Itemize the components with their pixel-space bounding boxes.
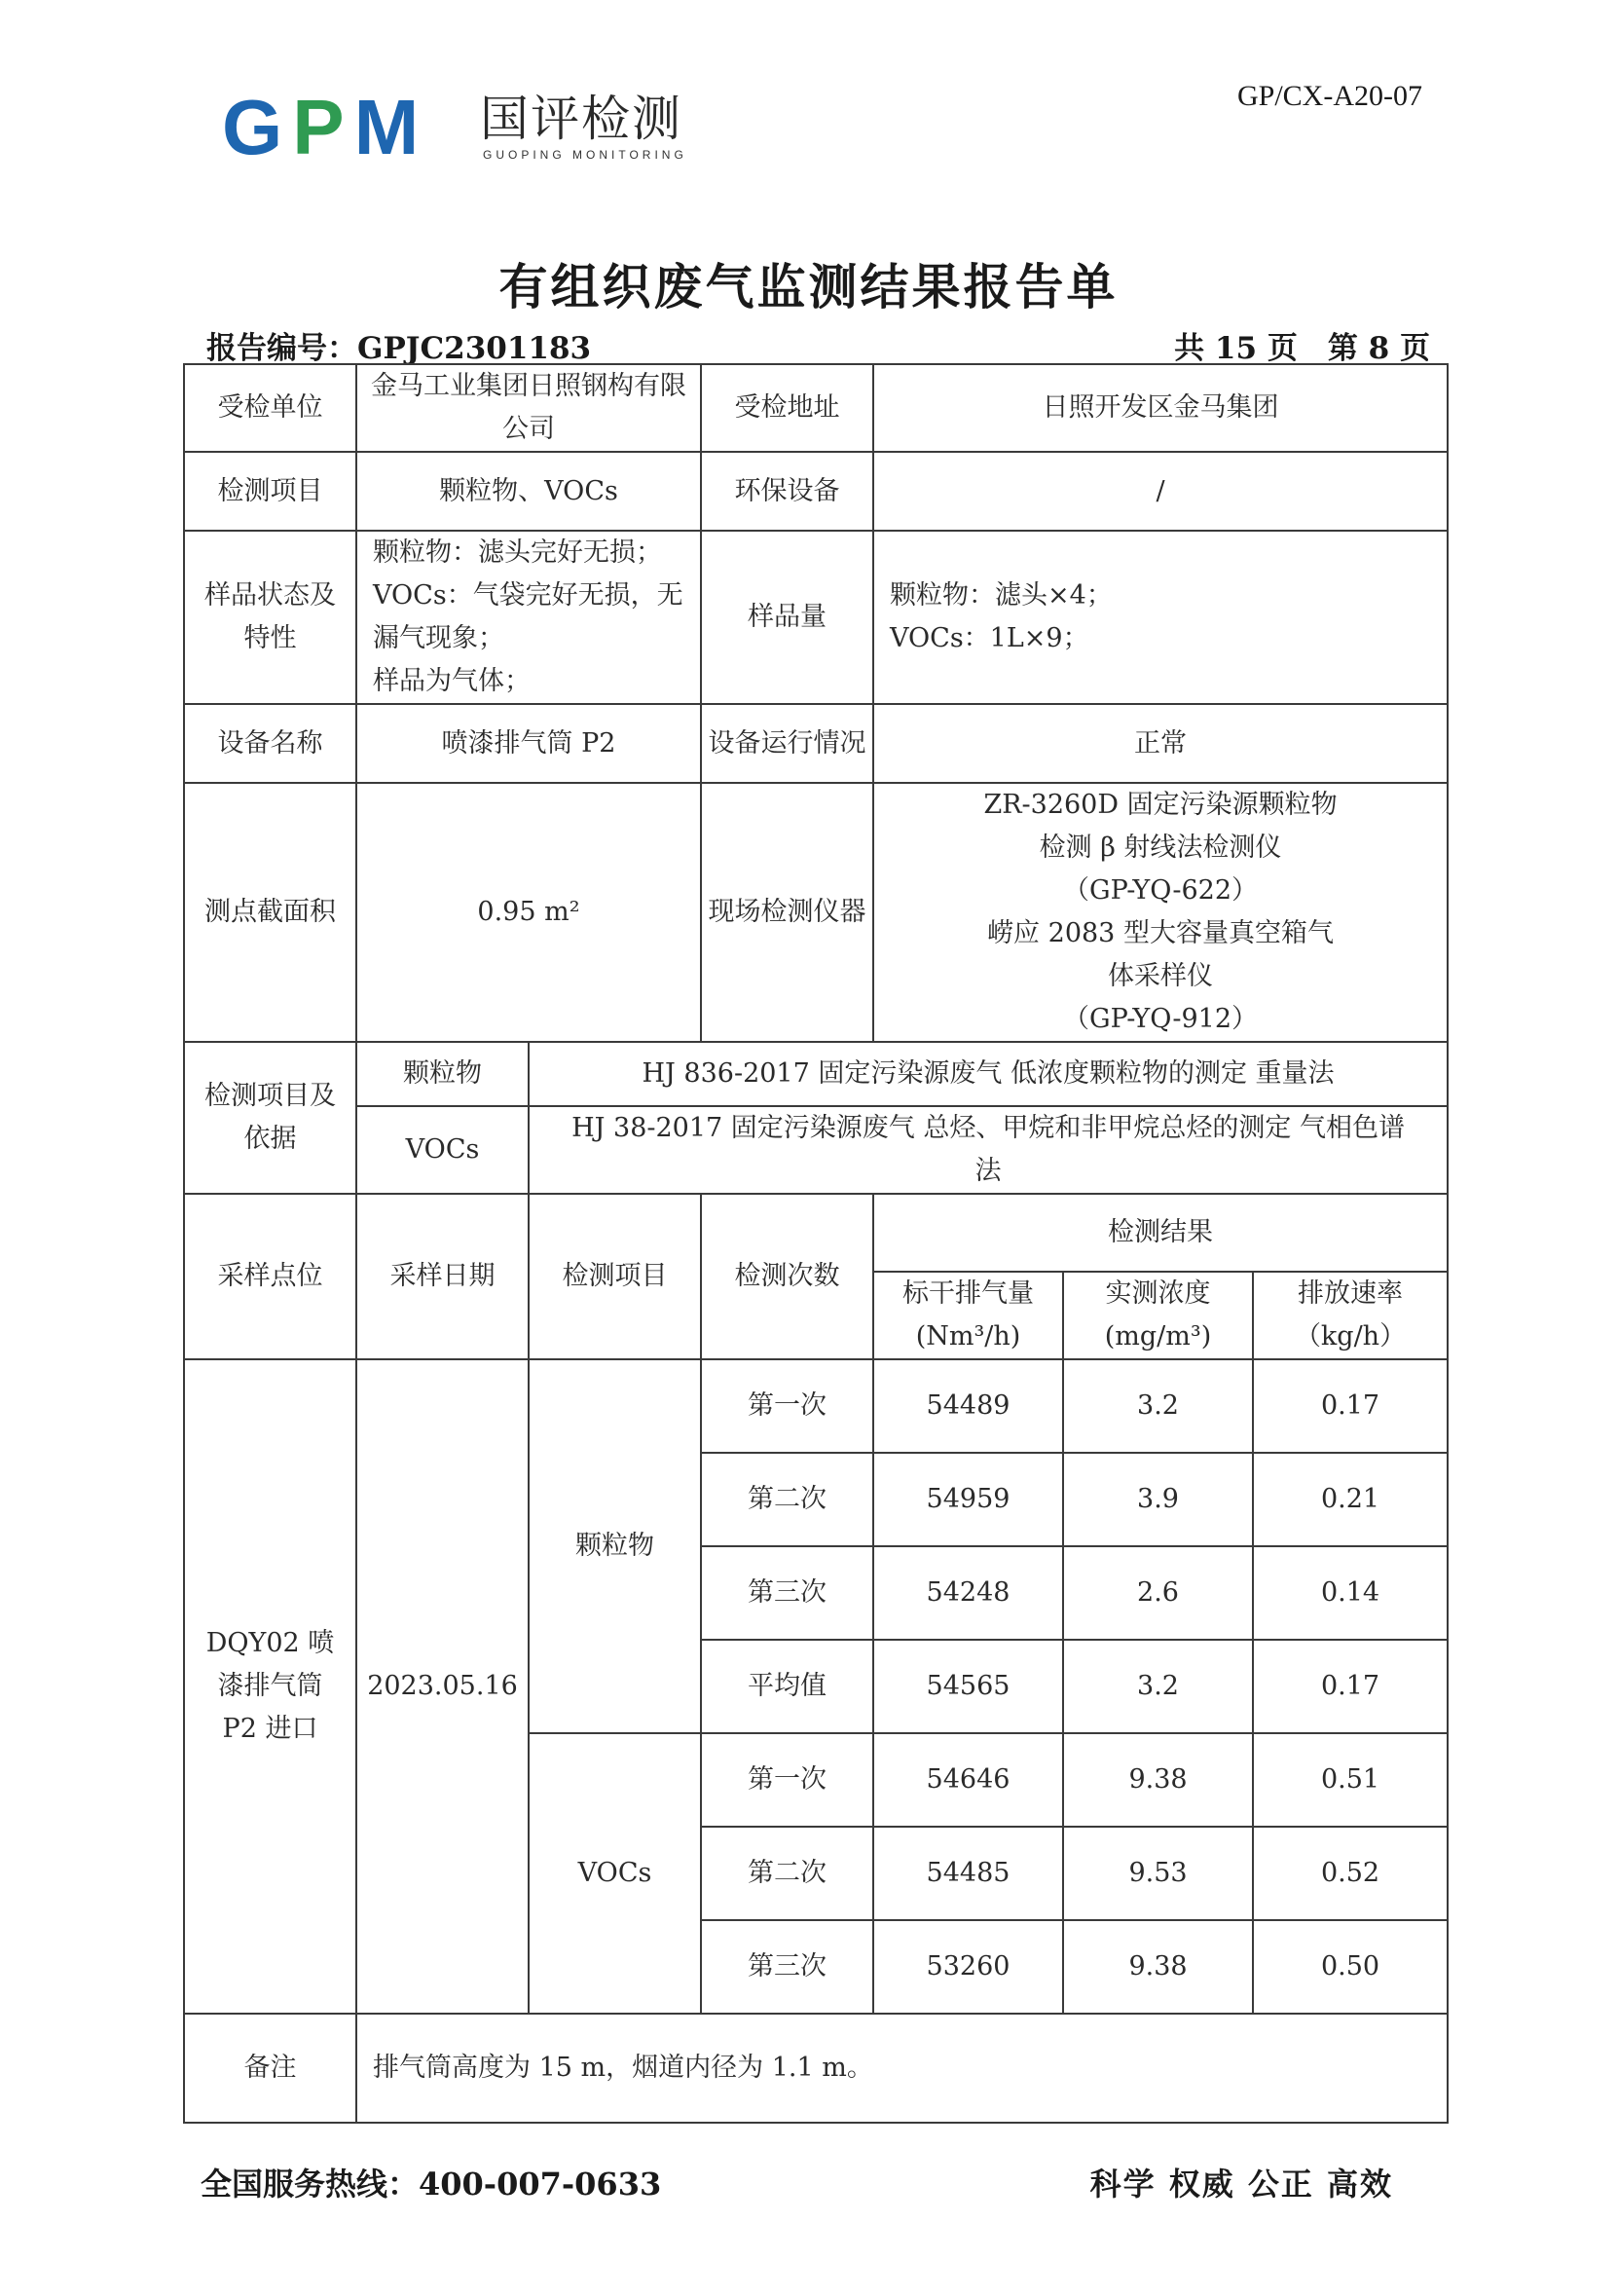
company-logo [222, 84, 689, 170]
row-sample-state [184, 531, 1448, 704]
result-rate: 0.14 [1253, 1546, 1448, 1640]
result-count: 第一次 [701, 1359, 873, 1453]
result-count: 第三次 [701, 1546, 873, 1640]
sampling-point [184, 1359, 356, 2014]
sample-state-line: 颗粒物：滤头完好无损； [373, 537, 662, 568]
logo-english-name: GUOPING MONITORING [483, 148, 687, 162]
row-basis-vocs [184, 1106, 1448, 1194]
result-rate: 0.52 [1253, 1827, 1448, 1920]
unit-label: 受检单位 [184, 364, 356, 452]
sample-state-label [184, 531, 356, 704]
basis-method-line: HJ 38-2017 固定污染源废气 总烃、甲烷和非甲烷总烃的测定 气相色谱 [571, 1113, 1405, 1143]
page-info: 共 15 页 第 8 页 [1174, 331, 1430, 366]
logo-letter-p: P [292, 84, 354, 170]
header-rate-line: 排放速率 [1298, 1278, 1404, 1309]
address-label: 受检地址 [701, 364, 873, 452]
result-item: 颗粒物 [529, 1359, 701, 1733]
logo-letter-m: M [353, 84, 429, 170]
basis-label-line: 依据 [243, 1124, 297, 1154]
result-concentration: 2.6 [1063, 1546, 1253, 1640]
report-table [183, 363, 1449, 2124]
result-rate: 0.51 [1253, 1733, 1448, 1827]
header-test-item: 检测项目 [529, 1194, 701, 1359]
row-basis-particulate [184, 1042, 1448, 1106]
result-count: 第二次 [701, 1827, 873, 1920]
operation-label: 设备运行情况 [701, 704, 873, 783]
result-rate: 0.21 [1253, 1453, 1448, 1546]
remark-label: 备注 [184, 2014, 356, 2123]
instrument-line: （GP-YQ-622） [1063, 875, 1259, 906]
remark-value: 排气筒高度为 15 m，烟道内径为 1.1 m。 [356, 2014, 1448, 2123]
result-count: 第一次 [701, 1733, 873, 1827]
logo-gpm-text [222, 84, 429, 170]
sample-state-value [356, 531, 701, 704]
result-count: 第二次 [701, 1453, 873, 1546]
result-concentration: 9.38 [1063, 1920, 1253, 2014]
operation-value: 正常 [873, 704, 1448, 783]
header-flow-line: 标干排气量 [902, 1278, 1034, 1309]
basis-item: 颗粒物 [356, 1042, 529, 1106]
header-rate-line: （kg/h） [1294, 1321, 1407, 1352]
result-flow: 54646 [873, 1733, 1063, 1827]
basis-method: HJ 836-2017 固定污染源废气 低浓度颗粒物的测定 重量法 [529, 1042, 1448, 1106]
result-count: 第三次 [701, 1920, 873, 2014]
sampling-point-line: P2 进口 [222, 1714, 318, 1744]
equipment-value: 喷漆排气筒 P2 [356, 704, 701, 783]
result-flow: 54489 [873, 1359, 1063, 1453]
sample-qty-value [873, 531, 1448, 704]
item-label: 检测项目 [184, 452, 356, 531]
report-number: 报告编号：GPJC2301183 [206, 331, 592, 366]
env-equipment-label: 环保设备 [701, 452, 873, 531]
result-concentration: 9.53 [1063, 1827, 1253, 1920]
service-hotline: 全国服务热线：400-007-0633 [201, 2166, 662, 2203]
instrument-line: （GP-YQ-912） [1063, 1004, 1259, 1034]
result-flow: 54485 [873, 1827, 1063, 1920]
result-count: 平均值 [701, 1640, 873, 1733]
area-label: 测点截面积 [184, 783, 356, 1042]
sampling-date: 2023.05.16 [356, 1359, 529, 2014]
basis-item: VOCs [356, 1106, 529, 1194]
instrument-label: 现场检测仪器 [701, 783, 873, 1042]
header-test-result: 检测结果 [873, 1194, 1448, 1272]
address-value: 日照开发区金马集团 [873, 364, 1448, 452]
basis-label-line: 检测项目及 [204, 1081, 336, 1111]
result-flow: 53260 [873, 1920, 1063, 2014]
item-value: 颗粒物、VOCs [356, 452, 701, 531]
result-concentration: 9.38 [1063, 1733, 1253, 1827]
result-concentration: 3.2 [1063, 1640, 1253, 1733]
header-conc-line: 实测浓度 [1105, 1278, 1211, 1309]
row-remark [184, 2014, 1448, 2123]
basis-method-line: 法 [974, 1156, 1002, 1186]
sampling-point-line: 漆排气筒 [217, 1671, 323, 1701]
result-rate: 0.17 [1253, 1359, 1448, 1453]
company-slogan: 科学 权威 公正 高效 [1089, 2166, 1393, 2203]
sample-state-label-line: 样品状态及 [204, 580, 336, 611]
sample-qty-line: VOCs：1L×9； [890, 623, 1089, 653]
area-value: 0.95 m² [356, 783, 701, 1042]
logo-letter-g: G [222, 84, 293, 170]
instrument-line: 检测 β 射线法检测仪 [1039, 833, 1282, 863]
row-equipment [184, 704, 1448, 783]
basis-method [529, 1106, 1448, 1194]
row-area-instrument [184, 783, 1448, 1042]
row-test-items [184, 452, 1448, 531]
result-concentration: 3.2 [1063, 1359, 1253, 1453]
result-flow: 54959 [873, 1453, 1063, 1546]
sample-state-line: VOCs：气袋完好无损，无漏气现象； [373, 580, 683, 653]
header-sampling-date: 采样日期 [356, 1194, 529, 1359]
header-concentration [1063, 1272, 1253, 1359]
header-emission-rate [1253, 1272, 1448, 1359]
header-conc-line: (mg/m³) [1104, 1321, 1212, 1352]
basis-label [184, 1042, 356, 1194]
results-header-row [184, 1194, 1448, 1272]
result-concentration: 3.9 [1063, 1453, 1253, 1546]
report-title: 有组织废气监测结果报告单 [498, 258, 1119, 315]
instrument-value [873, 783, 1448, 1042]
instrument-line: 体采样仪 [1108, 961, 1214, 991]
table-row [184, 1359, 1448, 1453]
equipment-label: 设备名称 [184, 704, 356, 783]
header-test-count: 检测次数 [701, 1194, 873, 1359]
row-inspected-unit [184, 364, 1448, 452]
logo-chinese-name: 国评检测 [480, 91, 682, 147]
unit-value: 金马工业集团日照钢构有限公司 [356, 364, 701, 452]
sample-qty-line: 颗粒物：滤头×4； [890, 580, 1113, 611]
header-flow-line: (Nm³/h) [915, 1321, 1021, 1352]
instrument-line: ZR-3260D 固定污染源颗粒物 [983, 790, 1338, 820]
sample-state-label-line: 特性 [243, 623, 297, 653]
result-rate: 0.17 [1253, 1640, 1448, 1733]
result-flow: 54248 [873, 1546, 1063, 1640]
sample-qty-label: 样品量 [701, 531, 873, 704]
instrument-line: 崂应 2083 型大容量真空箱气 [987, 918, 1334, 948]
header-flow [873, 1272, 1063, 1359]
sample-state-line: 样品为气体； [373, 666, 531, 696]
document-code: GP/CX-A20-07 [1236, 80, 1422, 112]
result-flow: 54565 [873, 1640, 1063, 1733]
sampling-point-line: DQY02 喷 [205, 1628, 335, 1658]
env-equipment-value: / [873, 452, 1448, 531]
header-sampling-point: 采样点位 [184, 1194, 356, 1359]
result-rate: 0.50 [1253, 1920, 1448, 2014]
result-item: VOCs [529, 1733, 701, 2014]
